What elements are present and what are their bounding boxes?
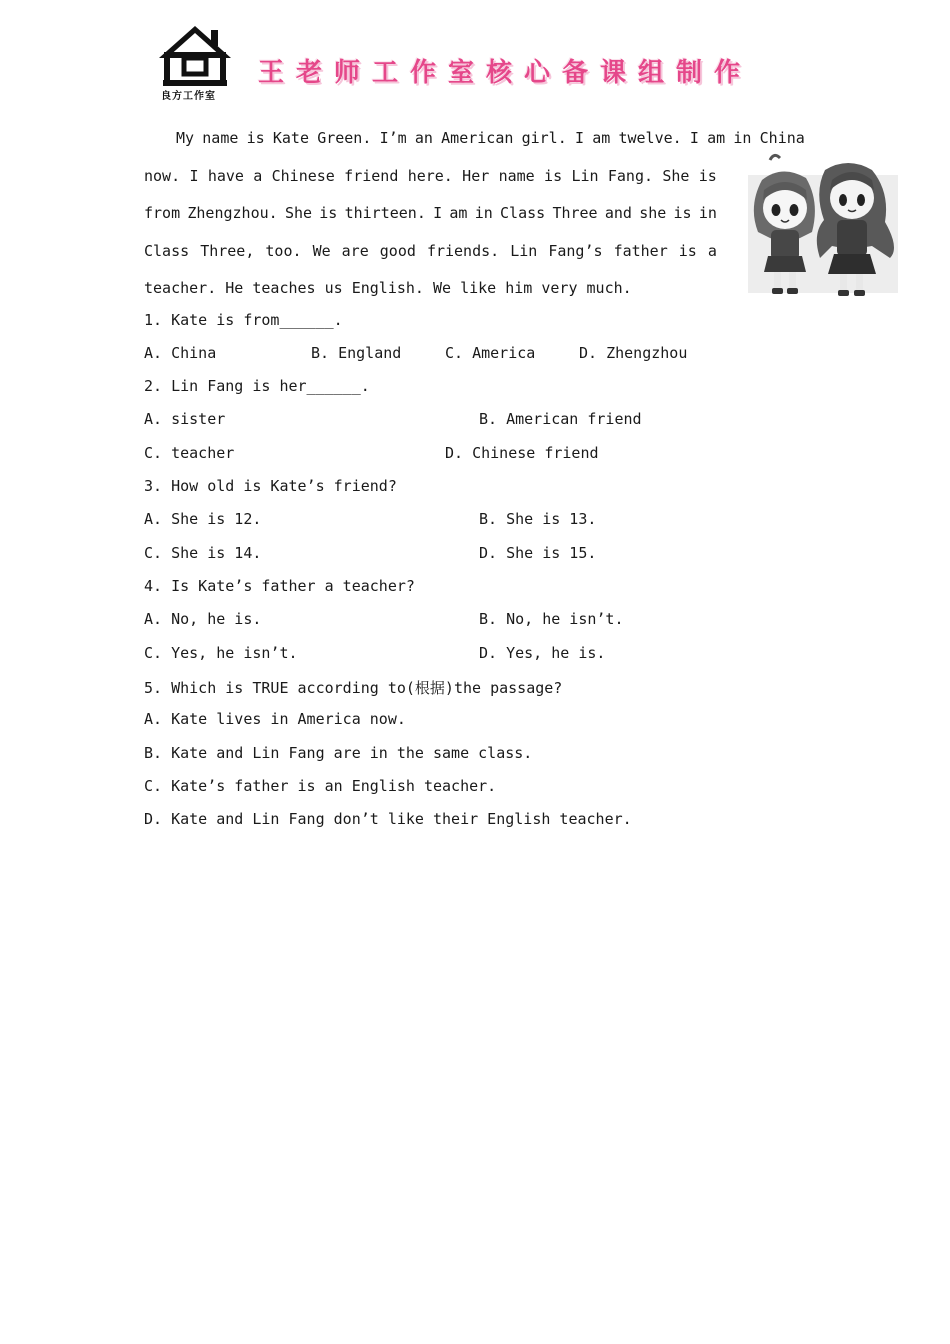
option-b: B. She is 13. xyxy=(479,510,597,528)
option-a: A. sister xyxy=(144,410,226,428)
option-c: C. Yes, he isn’t. xyxy=(144,644,298,662)
passage-word: is xyxy=(246,129,265,147)
passage-word: China xyxy=(759,129,805,147)
passage-word: too. xyxy=(265,241,302,260)
passage-word: Zhengzhou. xyxy=(187,204,278,222)
passage-word: she xyxy=(639,204,667,222)
two-anime-girls-illustration xyxy=(740,150,905,305)
passage-word: is xyxy=(319,204,338,222)
passage-word: I xyxy=(689,129,699,147)
option-d: D. Kate and Lin Fang don’t like their English teacher. xyxy=(144,810,632,828)
option-d: D. Chinese friend xyxy=(445,444,599,462)
passage-word: have xyxy=(207,166,244,185)
passage-word: name xyxy=(202,129,239,147)
passage-word: from xyxy=(144,204,181,222)
passage-line xyxy=(144,270,805,308)
passage-word: girl. xyxy=(521,129,567,147)
passage-line xyxy=(144,158,717,196)
passage-word: a xyxy=(253,166,263,185)
passage-word: am xyxy=(592,129,611,147)
option-d: D. She is 15. xyxy=(479,544,597,562)
passage-word: Fang’s xyxy=(548,241,603,260)
passage-word: is xyxy=(673,204,692,222)
passage-word: in xyxy=(698,204,717,222)
passage-word: Fang. xyxy=(607,166,654,185)
passage-word: friend xyxy=(344,166,399,185)
passage-word: She xyxy=(662,166,690,185)
question-stem: 5. Which is TRUE according to(根据)the passage? xyxy=(144,679,563,697)
reading-passage xyxy=(144,120,805,308)
passage-word: She xyxy=(284,204,313,222)
question-stem: 3. How old is Kate’s friend? xyxy=(144,477,397,495)
page-header xyxy=(155,22,805,104)
passage-word: am xyxy=(707,129,726,147)
passage-line xyxy=(144,233,717,271)
passage-word: twelve. xyxy=(618,129,682,147)
passage-word: Class xyxy=(144,241,190,260)
passage-word: Kate xyxy=(272,129,309,147)
passage-word: and xyxy=(604,204,632,222)
passage-word: I xyxy=(433,204,443,222)
option-c: C. America xyxy=(445,344,536,362)
option-c: C. She is 14. xyxy=(144,544,262,562)
option-d: D. Zhengzhou xyxy=(579,344,688,362)
passage-word: We xyxy=(312,241,331,260)
option-a: A. China xyxy=(144,344,217,362)
passage-word: name xyxy=(498,166,535,185)
passage-word: good xyxy=(379,241,416,260)
passage-word: now. xyxy=(144,166,181,185)
option-a: A. No, he is. xyxy=(144,610,262,628)
logo-caption: 良方工作室 xyxy=(161,91,216,102)
option-a: A. She is 12. xyxy=(144,510,262,528)
passage-word: Three, xyxy=(200,241,255,260)
option-d: D. Yes, he is. xyxy=(479,644,606,662)
option-b: B. No, he isn’t. xyxy=(479,610,624,628)
question-stem: 4. Is Kate’s father a teacher? xyxy=(144,577,415,595)
passage-line xyxy=(144,120,805,158)
passage-word: Lin xyxy=(510,241,538,260)
passage-word: I xyxy=(189,166,199,185)
option-b: B. Kate and Lin Fang are in the same class. xyxy=(144,744,533,762)
question-stem: 1. Kate is from______. xyxy=(144,311,343,329)
passage-word: father xyxy=(613,241,668,260)
passage-word: is xyxy=(698,166,717,185)
option-a: A. Kate lives in America now. xyxy=(144,710,406,728)
passage-word: I’m xyxy=(379,129,407,147)
passage-text: teacher. He teaches us English. We like him very much. xyxy=(144,279,632,297)
passage-word: are xyxy=(341,241,369,260)
passage-word: thirteen. xyxy=(344,204,426,222)
option-b: B. England xyxy=(311,344,402,362)
passage-word: Class xyxy=(500,204,546,222)
passage-word: friends. xyxy=(426,241,500,260)
option-c: C. Kate’s father is an English teacher. xyxy=(144,777,497,795)
passage-word: in xyxy=(474,204,493,222)
passage-word: am xyxy=(449,204,468,222)
passage-word: is xyxy=(544,166,563,185)
passage-word: is xyxy=(678,241,697,260)
header-banner: 王老师工作室核心备课组制作 xyxy=(258,58,753,88)
option-b: B. American friend xyxy=(479,410,642,428)
passage-line xyxy=(144,195,717,233)
passage-word: here. xyxy=(407,166,453,185)
passage-word: a xyxy=(707,241,717,260)
passage-word: Her xyxy=(462,166,490,185)
passage-word: Green. xyxy=(317,129,372,147)
passage-word: in xyxy=(733,129,752,147)
option-c: C. teacher xyxy=(144,444,235,462)
question-stem: 2. Lin Fang is her______. xyxy=(144,377,370,395)
passage-word: My xyxy=(176,129,195,147)
passage-word: I xyxy=(574,129,584,147)
passage-word: an xyxy=(414,129,433,147)
passage-word: Chinese xyxy=(271,166,335,185)
passage-word: American xyxy=(441,129,514,147)
passage-word: Three xyxy=(552,204,598,222)
house-icon xyxy=(155,22,245,102)
passage-word: Lin xyxy=(571,166,599,185)
